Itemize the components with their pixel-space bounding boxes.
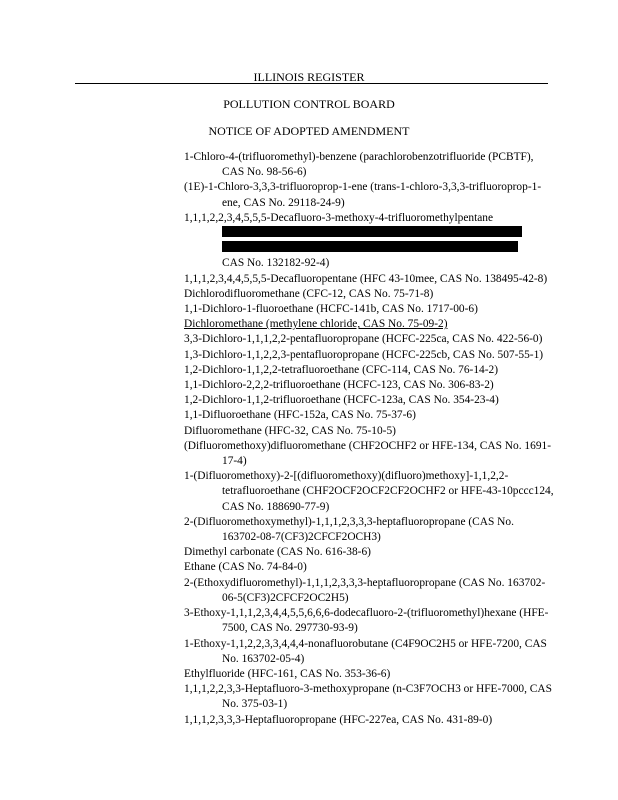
notice-title: NOTICE OF ADOPTED AMENDMENT — [208, 124, 410, 138]
list-item: 1,1,1,2,2,3,3-Heptafluoro-3-methoxypropane (n-C3F7OCH3 or HFE-7000, CAS No. 375-03-1) — [184, 683, 552, 711]
list-item: Ethane (CAS No. 74-84-0) — [184, 561, 307, 574]
list-item: Ethylfluoride (HFC-161, CAS No. 353-36-6) — [184, 667, 391, 680]
list-item: 1,1,1,2,2,3,4,5,5,5-Decafluoro-3-methoxy-4-trifluoromethylpentane — [184, 211, 494, 224]
list-item: (Difluoromethoxy)difluoromethane (CHF2OCHF2 or HFE-134, CAS No. 1691-17-4) — [184, 439, 552, 468]
list-item-redacted — [184, 226, 554, 272]
list-item-text: CAS No. 132182-92-4) — [222, 257, 330, 270]
register-title: ILLINOIS REGISTER — [253, 70, 365, 84]
list-item: 1,1-Dichloro-1-fluoroethane (HCFC-141b, CAS No. 1717-00-6) — [184, 303, 478, 316]
list-item: 1,2-Dichloro-1,1,2,2-tetrafluoroethane (CFC-114, CAS No. 76-14-2) — [184, 363, 499, 376]
list-item: Dichlorodifluoromethane (CFC-12, CAS No. 75-71-8) — [184, 287, 434, 300]
list-item: Dichloromethane (methylene chloride, CAS No. 75-09-2) — [184, 318, 448, 331]
list-item: 1,3-Dichloro-1,1,2,2,3-pentafluoropropane (HCFC-225cb, CAS No. 507-55-1) — [184, 348, 544, 361]
list-item: Dimethyl carbonate (CAS No. 616-38-6) — [184, 546, 371, 559]
list-item: 1-(Difluoromethoxy)-2-[(difluoromethoxy)(difluoro)methoxy]-1,1,2,2-tetrafluoroethane (CHF2OCF2OCF2CF2OCHF2 or HFE-43-10pccc124, CAS No. 188690-77-9) — [184, 470, 554, 513]
list-item: 3-Ethoxy-1,1,1,2,3,4,4,5,5,6,6,6-dodecafluoro-2-(trifluoromethyl)hexane (HFE-7500, CAS No. 297730-93-9) — [184, 607, 549, 635]
list-item: (1E)-1-Chloro-3,3,3-trifluoroprop-1-ene (trans-1-chloro-3,3,3-trifluoroprop-1-ene, CAS No. 29118-24-9) — [184, 181, 542, 209]
redaction-bar — [222, 226, 522, 237]
list-item: 1,1,1,2,3,3,3-Heptafluoropropane (HFC-227ea, CAS No. 431-89-0) — [184, 713, 493, 726]
compound-list — [184, 150, 554, 728]
list-item: Difluoromethane (HFC-32, CAS No. 75-10-5) — [184, 424, 396, 437]
header-rule — [75, 83, 548, 84]
list-item: 1,1-Difluoroethane (HFC-152a, CAS No. 75-37-6) — [184, 409, 416, 422]
list-item: 1-Chloro-4-(trifluoromethyl)-benzene (parachlorobenzotrifluoride (PCBTF), CAS No. 98-56-6) — [184, 151, 534, 179]
redaction-bar — [222, 241, 518, 252]
list-item: 1,1,1,2,3,4,4,5,5,5-Decafluoropentane (HFC 43-10mee, CAS No. 138495-42-8) — [184, 272, 548, 285]
list-item: 3,3-Dichloro-1,1,1,2,2-pentafluoropropane (HCFC-225ca, CAS No. 422-56-0) — [184, 333, 543, 346]
list-item: 1,2-Dichloro-1,1,2-trifluoroethane (HCFC-123a, CAS No. 354-23-4) — [184, 394, 499, 407]
agency-name: POLLUTION CONTROL BOARD — [223, 97, 395, 111]
list-item: 2-(Difluoromethoxymethyl)-1,1,1,2,3,3,3-heptafluoropropane (CAS No. 163702-08-7(CF3)2CFCF2OCH3) — [184, 515, 514, 544]
list-item: 1,1-Dichloro-2,2,2-trifluoroethane (HCFC-123, CAS No. 306-83-2) — [184, 379, 494, 392]
list-item: 1-Ethoxy-1,1,2,2,3,3,4,4,4-nonafluorobutane (C4F9OC2H5 or HFE-7200, CAS No. 163702-05-4) — [184, 637, 547, 665]
list-item: 2-(Ethoxydifluoromethyl)-1,1,1,2,3,3,3-heptafluoropropane (CAS No. 163702-06-5(CF3)2CFCF2OC2H5) — [184, 576, 546, 604]
